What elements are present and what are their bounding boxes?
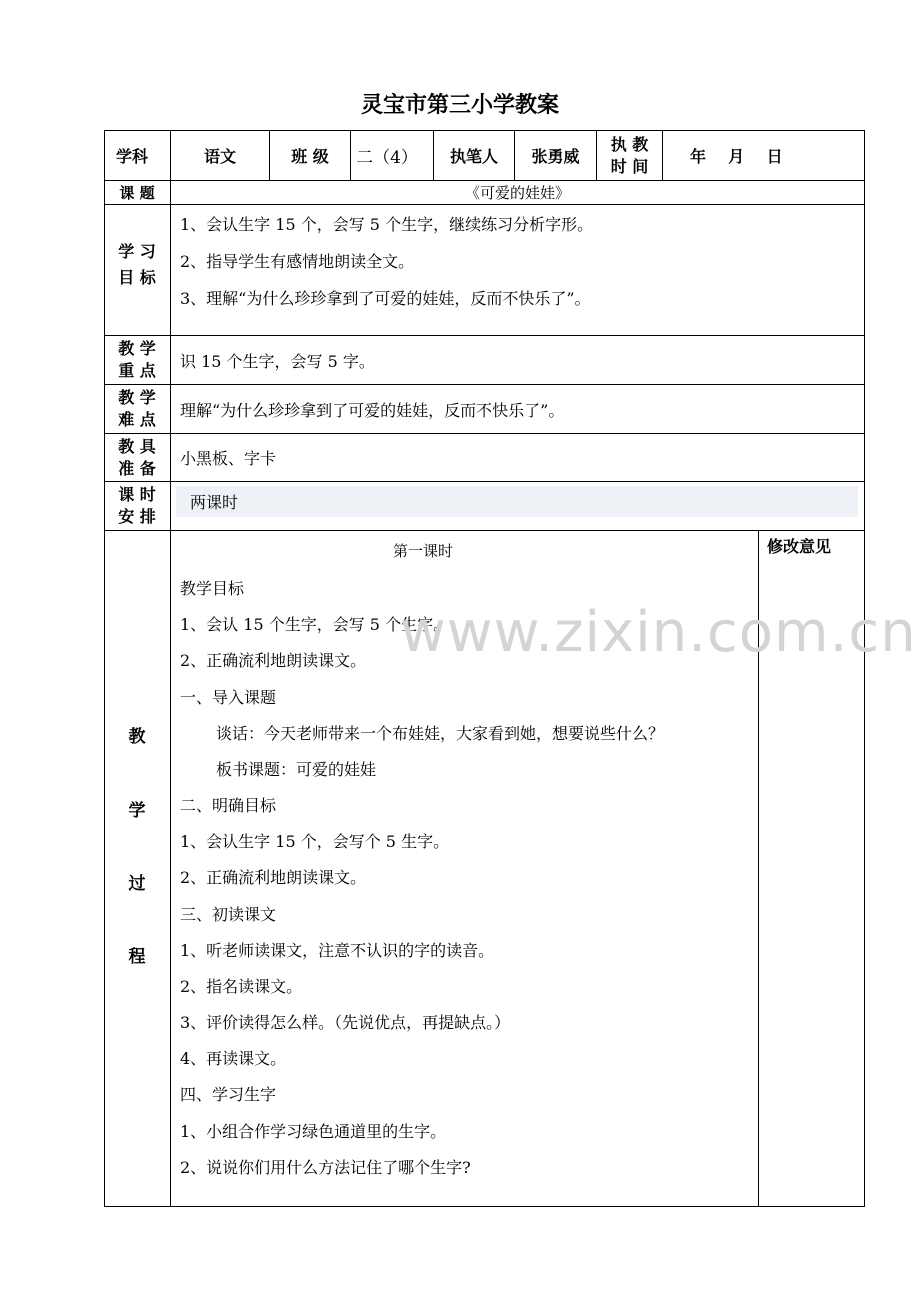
schedule-label-line1: 课 时: [118, 485, 156, 504]
class-value: 二（4）: [356, 148, 418, 168]
lesson-line: 2、指名读课文。: [180, 977, 303, 996]
lesson-line: 板书课题：可爱的娃娃: [216, 760, 377, 779]
key-points-value: 识 15 个生字，会写 5 字。: [180, 351, 375, 371]
lesson-line: 四、学习生字: [180, 1085, 277, 1104]
process-label-char-4: 程: [128, 946, 146, 967]
difficulties-label-line1: 教 学: [118, 388, 156, 407]
subject-value: 语文: [203, 147, 236, 166]
lesson-line: 1、会认 15 个生字，会写 5 个生字。: [180, 615, 450, 634]
key-points-label-line1: 教 学: [118, 339, 156, 358]
materials-label-line2: 准 备: [118, 458, 156, 478]
objectives-label-line1: 学 习: [118, 242, 156, 261]
lesson-line: 教学目标: [180, 579, 245, 598]
materials-value: 小黑板、字卡: [180, 449, 277, 468]
lesson-line: 3、评价读得怎么样。（先说优点，再提缺点。）: [180, 1013, 511, 1032]
difficulties-value: 理解“为什么珍珍拿到了可爱的娃娃，反而不快乐了”。: [180, 400, 565, 420]
process-label-char-2: 学: [128, 800, 146, 821]
topic-value: 《可爱的娃娃》: [464, 184, 570, 202]
difficulties-label: [104, 385, 170, 433]
objective-item-3: 3、理解“为什么珍珍拿到了可爱的娃娃，反而不快乐了”。: [180, 289, 591, 308]
lesson-line: 1、小组合作学习绿色通道里的生字。: [180, 1122, 447, 1141]
key-points-label-line2: 重 点: [118, 361, 156, 380]
lesson-line: 一、导入课题: [180, 688, 277, 707]
lesson-line: 二、明确目标: [180, 796, 277, 815]
objective-item-2: 2、指导学生有感情地朗读全文。: [180, 252, 415, 271]
lesson-title: 第一课时: [393, 542, 454, 560]
objectives-label-line2: 目 标: [118, 268, 156, 287]
lesson-line: 1、会认生字 15 个，会写个 5 生字。: [180, 832, 450, 851]
teaching-date-value: 年 月 日: [690, 147, 783, 166]
schedule-value: 两课时: [190, 493, 239, 512]
materials-label: [104, 434, 170, 481]
lesson-line: 三、初读课文: [180, 905, 277, 924]
author-label: 执笔人: [449, 147, 498, 166]
schedule-label: [104, 482, 170, 530]
lesson-line: 4、再读课文。: [180, 1049, 287, 1068]
watermark: www.zixin.com.cn: [400, 600, 917, 665]
document-title: 灵宝市第三小学教案: [360, 93, 559, 118]
class-label: 班 级: [291, 147, 329, 166]
author-value: 张勇威: [531, 147, 580, 166]
teaching-time-label-line2: 时 间: [610, 156, 649, 176]
process-label-char-3: 过: [128, 873, 146, 894]
key-points-label: [104, 336, 170, 384]
lesson-line: 2、正确流利地朗读课文。: [180, 651, 367, 670]
revision-notes-label: 修改意见: [767, 537, 832, 556]
subject-label: 学科: [115, 147, 148, 166]
objectives-label: [104, 230, 170, 300]
teaching-time-label-line1: 执 教: [610, 134, 649, 154]
lesson-line: 1、听老师读课文，注意不认识的字的读音。: [180, 941, 495, 960]
objective-item-1: 1、会认生字 15 个，会写 5 个生字，继续练习分析字形。: [180, 215, 594, 234]
lesson-line: 谈话：今天老师带来一个布娃娃，大家看到她，想要说些什么？: [216, 724, 665, 743]
teaching-time-label: [597, 131, 662, 180]
difficulties-label-line2: 难 点: [118, 410, 156, 429]
lesson-line: 2、说说你们用什么方法记住了哪个生字?: [180, 1158, 471, 1177]
materials-label-line1: 教 具: [118, 436, 156, 456]
topic-label: 课 题: [119, 184, 155, 202]
schedule-label-line2: 安 排: [118, 507, 156, 526]
lesson-line: 2、正确流利地朗读课文。: [180, 868, 367, 887]
process-label-char-1: 教: [128, 726, 146, 747]
